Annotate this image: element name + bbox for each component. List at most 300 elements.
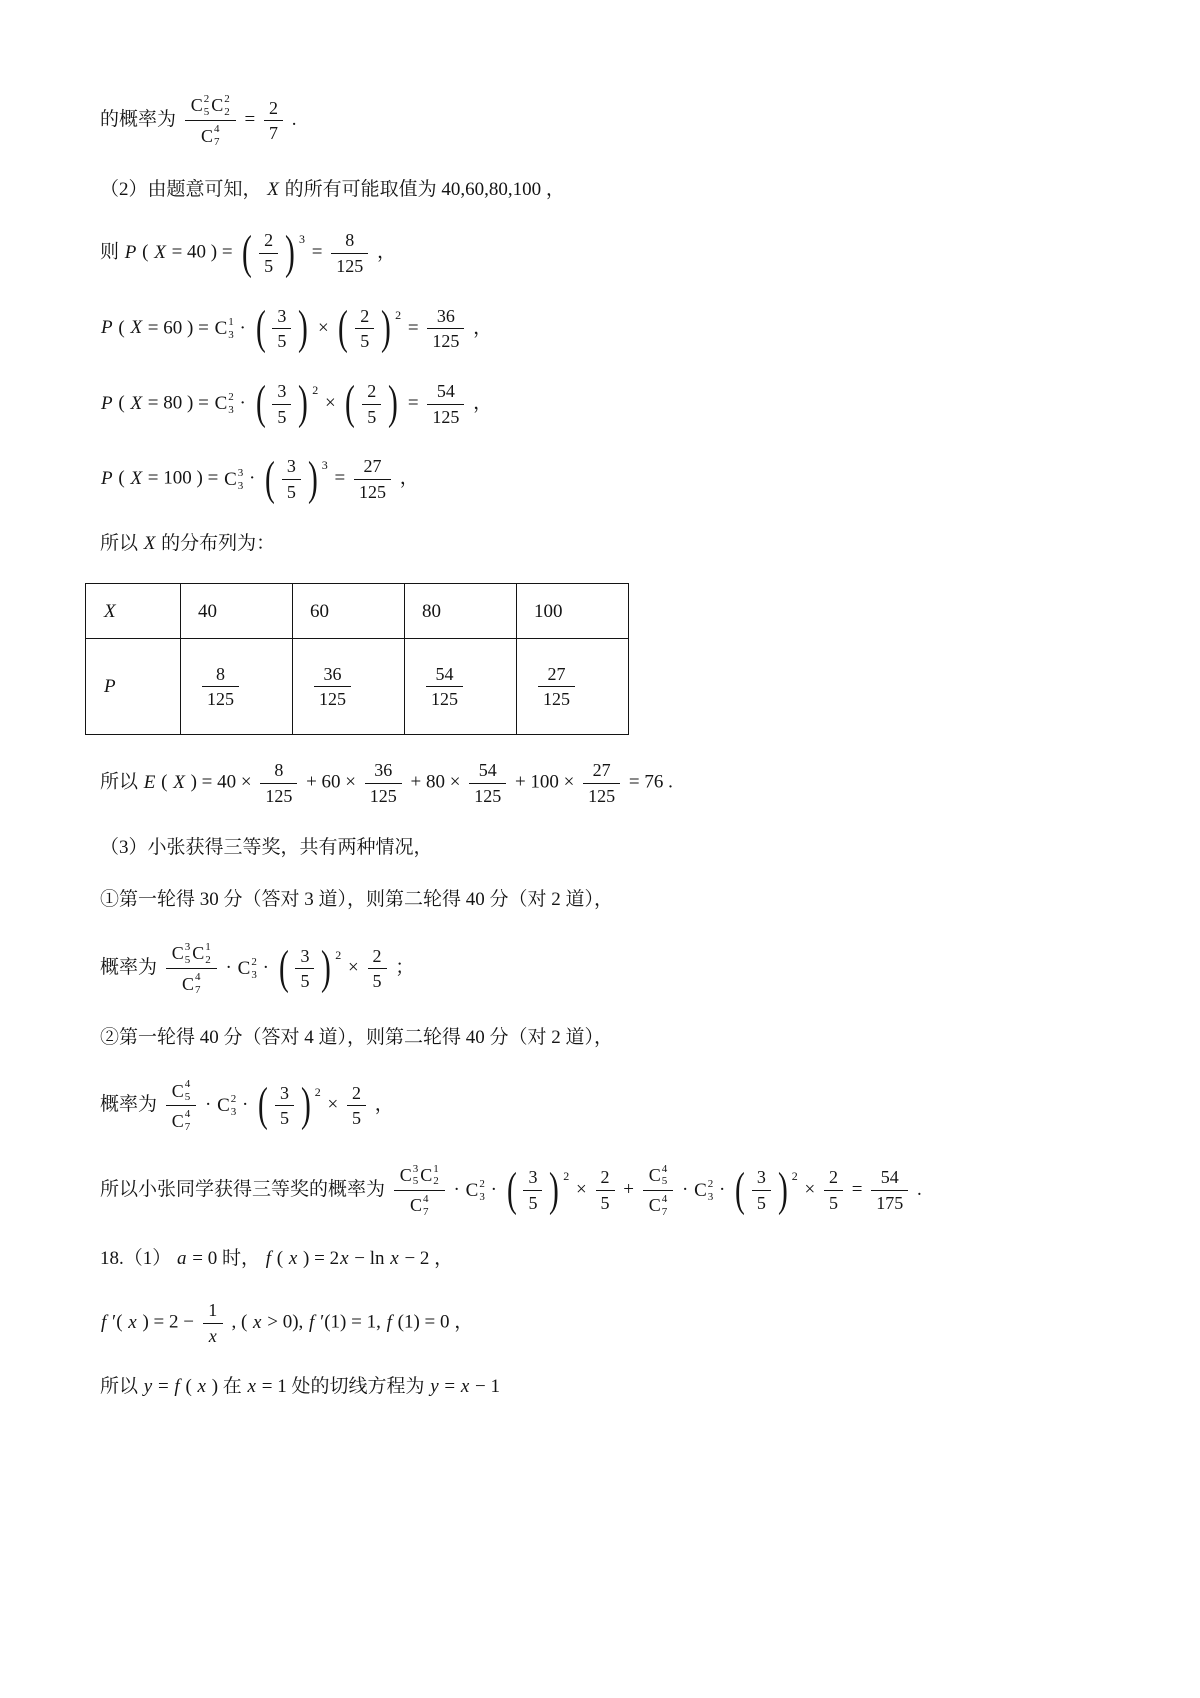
text-run: , ( [226, 1311, 253, 1333]
combination-scripts [195, 971, 201, 996]
numerator: 3 [523, 1166, 542, 1191]
math-variable: X [173, 771, 185, 793]
combination-letter: C [211, 95, 224, 116]
subscript: 5 [184, 1090, 191, 1103]
text-run: 所以 [100, 532, 143, 554]
text-run: 所以 [100, 771, 143, 793]
open-paren-glyph: ( [255, 302, 266, 355]
text-run: ( [113, 392, 130, 414]
close-paren-glyph: ) [298, 377, 309, 430]
text-run: ①第一轮得 30 分（答对 3 道），则第二轮得 40 分（对 2 道）， [100, 889, 614, 911]
math-variable: x [208, 1325, 217, 1346]
parenthesized-expression [335, 302, 402, 355]
numerator: 2 [264, 97, 283, 122]
fraction [426, 663, 463, 711]
content-line-17 [100, 1299, 1130, 1347]
content-line-6 [100, 452, 1130, 505]
fraction [264, 97, 283, 145]
math-variable: X [130, 317, 143, 339]
fraction [538, 663, 575, 711]
math-variable: x [460, 1376, 470, 1398]
text-run: = 60 ) = [143, 317, 214, 339]
superscript: 2 [228, 391, 234, 404]
math-variable: f [265, 1248, 272, 1270]
combination-letter: C [171, 1080, 184, 1101]
combination-letter: C [410, 1195, 423, 1216]
fraction [871, 1166, 908, 1214]
denominator: 5 [528, 1193, 538, 1214]
numerator [185, 92, 236, 121]
fraction [469, 759, 506, 807]
subscript: 2 [224, 105, 230, 118]
combination-letter: C [214, 317, 228, 339]
text-run: ， [468, 317, 493, 339]
denominator: 125 [319, 689, 346, 710]
content-line-5 [100, 377, 1130, 430]
combination-symbol [400, 1163, 419, 1188]
subscript: 7 [214, 135, 220, 148]
numerator: 54 [426, 663, 463, 688]
text-run: ) 在 [206, 1376, 247, 1398]
combination-symbol [694, 1178, 713, 1204]
text-run: (1) = 0 ， [392, 1311, 474, 1333]
open-paren-glyph: ( [278, 942, 289, 995]
text-run: ′(1) = 1, [315, 1311, 386, 1333]
combination-symbol [649, 1193, 668, 1218]
parenthesized-expression [276, 942, 342, 995]
combination-letter: C [192, 943, 205, 964]
text-run: + 60 × [301, 771, 361, 793]
subscript: 7 [184, 1121, 191, 1134]
subscript: 2 [433, 1175, 439, 1188]
table-cell [181, 639, 293, 735]
parenthesized-expression [253, 302, 312, 355]
math-variable: f [386, 1311, 392, 1333]
fraction [166, 1077, 197, 1135]
content-line-12 [100, 940, 1130, 998]
denominator: 5 [277, 406, 287, 427]
subscript: 3 [237, 479, 244, 492]
parenthesized-expression [255, 1079, 321, 1132]
close-paren-glyph: ) [777, 1163, 788, 1216]
math-variable: x [390, 1248, 399, 1270]
math-variable: X [130, 467, 143, 489]
combination-scripts [228, 316, 234, 341]
exponent: 2 [312, 382, 319, 397]
text-run: + 80 × [405, 771, 466, 793]
parenthesized-expression [504, 1163, 570, 1216]
fraction [295, 945, 314, 993]
distribution-table [85, 583, 629, 735]
combination-symbol [192, 941, 211, 966]
text-run: ) = 2 − [137, 1311, 199, 1333]
denominator: 125 [207, 689, 234, 710]
text-run: × [320, 392, 341, 414]
text-run: × [313, 317, 334, 339]
content-line-15 [100, 1162, 1130, 1220]
superscript: 4 [214, 123, 220, 136]
text-run: = [403, 392, 424, 414]
fraction [362, 380, 381, 428]
numerator [643, 1162, 674, 1191]
exponent: 2 [791, 1169, 798, 1184]
content-line-9 [100, 759, 1130, 807]
text-run: = [403, 317, 424, 339]
exponent: 2 [335, 947, 342, 962]
text-run: 的分布列为： [156, 532, 276, 554]
math-variable: P [104, 676, 116, 698]
combination-symbol [172, 1108, 191, 1133]
text-run: × [571, 1178, 592, 1200]
combination-scripts [185, 941, 191, 966]
text-run: · [257, 957, 274, 979]
fraction [347, 1082, 366, 1130]
combination-letter: C [237, 957, 251, 979]
math-variable: P [101, 317, 113, 339]
table-cell [517, 584, 629, 639]
superscript: 2 [203, 93, 210, 105]
superscript: 2 [707, 1177, 714, 1190]
math-variable: P [101, 467, 113, 489]
text-run: 概率为 [100, 957, 162, 979]
combination-symbol [420, 1163, 439, 1188]
text-run: ( [113, 467, 130, 489]
math-variable: x [247, 1376, 256, 1398]
subscript: 3 [251, 968, 257, 981]
superscript: 2 [479, 1177, 485, 1190]
table-cell [405, 584, 517, 639]
numerator: 2 [368, 945, 387, 970]
text-run: · [234, 317, 251, 339]
close-paren-glyph: ) [388, 377, 399, 430]
math-variable: P [101, 392, 113, 414]
fraction [752, 1166, 771, 1214]
text-run: . [287, 109, 297, 131]
denominator: 5 [600, 1193, 610, 1214]
numerator: 3 [275, 1082, 294, 1107]
numerator: 36 [314, 663, 351, 688]
combination-letter: C [224, 468, 237, 490]
text-run: = [439, 1376, 460, 1398]
denominator: 125 [369, 786, 397, 807]
superscript: 4 [423, 1193, 429, 1206]
math-variable: y [143, 1376, 153, 1398]
fraction [523, 1166, 542, 1214]
subscript: 3 [230, 1105, 237, 1118]
denominator [185, 121, 236, 149]
open-paren-glyph: ( [735, 1163, 745, 1216]
math-variable: f [101, 1311, 107, 1333]
denominator [643, 1191, 674, 1219]
denominator: 5 [279, 1108, 289, 1129]
text-run: × [343, 957, 364, 979]
table-cell [293, 639, 405, 735]
open-paren-glyph: ( [265, 452, 275, 505]
combination-symbol [191, 93, 210, 118]
numerator: 54 [871, 1166, 908, 1191]
table-cell [86, 639, 181, 735]
combination-symbol [182, 971, 201, 996]
fraction [583, 759, 620, 807]
numerator: 2 [824, 1166, 843, 1191]
text-run: . [912, 1178, 922, 1200]
content-line-13 [100, 1025, 1130, 1051]
parenthesized-expression [732, 1163, 798, 1216]
combination-scripts [479, 1178, 485, 1203]
superscript: 1 [205, 941, 211, 953]
text-run: ′( [107, 1311, 128, 1333]
combination-scripts [423, 1193, 429, 1218]
denominator: 125 [543, 689, 570, 710]
combination-scripts [204, 93, 210, 118]
combination-scripts [708, 1178, 714, 1203]
combination-symbol [215, 316, 234, 342]
numerator: 27 [538, 663, 575, 688]
math-variable: X [104, 600, 116, 622]
numerator: 2 [355, 305, 374, 330]
text-run: · [714, 1178, 731, 1200]
text-run: 80 [422, 600, 441, 622]
parenthesized-expression [262, 452, 328, 505]
denominator: 5 [372, 971, 382, 992]
fraction [331, 229, 368, 277]
fraction [259, 229, 278, 277]
numerator: 36 [365, 759, 402, 784]
text-run: 40 [198, 600, 217, 622]
fraction [643, 1162, 674, 1220]
content-line-3 [100, 226, 1130, 279]
fraction [203, 1299, 223, 1347]
numerator [166, 1077, 197, 1106]
subscript: 5 [203, 105, 210, 118]
superscript: 4 [195, 971, 201, 984]
text-run: 的所有可能取值为 40,60,80,100 ， [279, 178, 565, 200]
combination-letter: C [648, 1165, 661, 1186]
numerator: 8 [260, 759, 297, 784]
superscript: 3 [184, 941, 191, 953]
combination-symbol [211, 93, 230, 118]
text-run: ) = 2 [298, 1248, 340, 1270]
text-run: − 1 [470, 1376, 501, 1398]
table-probability-row [86, 639, 629, 735]
close-paren-glyph: ) [298, 302, 309, 355]
parenthesized-expression [239, 226, 305, 279]
numerator: 3 [295, 945, 314, 970]
content-line-4 [100, 302, 1130, 355]
numerator: 36 [427, 305, 464, 330]
math-variable: a [177, 1248, 187, 1270]
content-line-10 [100, 835, 1130, 861]
text-run: + [618, 1178, 639, 1200]
denominator: 5 [300, 971, 310, 992]
text-run: · [237, 1094, 254, 1116]
combination-scripts [224, 93, 230, 118]
close-paren-glyph: ) [307, 452, 318, 505]
text-run: + 100 × [510, 771, 580, 793]
fraction [166, 940, 217, 998]
content-line-14 [100, 1077, 1130, 1135]
combination-scripts [413, 1163, 419, 1188]
combination-symbol [217, 1093, 236, 1119]
fraction [394, 1162, 445, 1220]
combination-letter: C [694, 1179, 707, 1201]
superscript: 2 [230, 1093, 237, 1106]
text-run: 概率为 [100, 1094, 162, 1116]
table-cell [293, 584, 405, 639]
math-variable: X [130, 392, 143, 414]
numerator: 8 [331, 229, 368, 254]
numerator: 2 [347, 1082, 366, 1107]
content-line-18 [100, 1374, 1130, 1400]
fraction [275, 1082, 294, 1130]
text-run: = 40 ) = [166, 241, 238, 263]
superscript: 2 [251, 956, 257, 969]
text-run: ， [468, 392, 493, 414]
text-run: （2）由题意可知， [100, 178, 267, 200]
math-variable: x [128, 1311, 137, 1333]
text-run: ， [394, 467, 419, 489]
math-variable: x [197, 1376, 206, 1398]
combination-symbol [224, 467, 243, 493]
math-variable: f [174, 1376, 180, 1398]
denominator: 125 [432, 331, 460, 352]
content-line-16 [100, 1246, 1130, 1272]
combination-letter: C [399, 1165, 412, 1186]
denominator: 125 [358, 482, 386, 503]
combination-symbol [172, 941, 191, 966]
fraction [202, 663, 239, 711]
close-paren-glyph: ) [549, 1163, 560, 1216]
fraction [596, 1166, 615, 1214]
denominator [203, 1324, 223, 1348]
denominator [394, 1191, 445, 1219]
superscript: 3 [412, 1162, 419, 1175]
combination-scripts [662, 1163, 668, 1188]
superscript: 4 [184, 1108, 191, 1121]
denominator: 125 [588, 786, 616, 807]
fraction [355, 305, 374, 353]
superscript: 1 [433, 1162, 439, 1175]
fraction [368, 945, 387, 993]
subscript: 3 [479, 1190, 485, 1203]
combination-scripts [228, 391, 234, 416]
fraction [260, 759, 297, 807]
denominator: 125 [474, 786, 502, 807]
text-run: ( [113, 317, 130, 339]
open-paren-glyph: ( [242, 226, 253, 279]
text-run: × [799, 1178, 820, 1200]
text-run: = 100 ) = [143, 467, 224, 489]
numerator: 3 [282, 455, 301, 480]
text-run: 60 [310, 600, 329, 622]
math-variable: f [309, 1311, 315, 1333]
combination-symbol [215, 391, 234, 417]
numerator [394, 1162, 445, 1191]
math-variable: X [143, 532, 156, 554]
combination-symbol [649, 1163, 668, 1188]
combination-letter: C [201, 125, 214, 146]
denominator: 125 [336, 255, 364, 276]
combination-symbol [172, 1078, 191, 1103]
combination-letter: C [171, 943, 184, 964]
text-run: − ln [349, 1248, 390, 1270]
text-run: ， [370, 1094, 394, 1116]
numerator: 54 [469, 759, 506, 784]
open-paren-glyph: ( [345, 377, 356, 430]
fraction [427, 380, 464, 428]
close-paren-glyph: ) [285, 226, 295, 279]
denominator: 5 [286, 482, 296, 503]
text-run: 则 [100, 241, 124, 263]
combination-letter: C [190, 95, 203, 116]
text-run: · [244, 467, 261, 489]
table-cell [86, 584, 181, 639]
table-cell [517, 639, 629, 735]
text-run: = 76 . [624, 771, 673, 793]
text-run: · [448, 1178, 465, 1200]
superscript: 2 [224, 93, 230, 105]
numerator: 54 [427, 380, 464, 405]
fraction [314, 663, 351, 711]
text-run: = 1 处的切线方程为 [256, 1376, 430, 1398]
text-run: = [239, 109, 261, 131]
subscript: 3 [228, 404, 234, 417]
subscript: 3 [228, 328, 234, 341]
combination-symbol [238, 956, 257, 982]
numerator: 8 [202, 663, 239, 688]
combination-symbol [201, 123, 220, 148]
fraction [282, 455, 301, 503]
superscript: 3 [237, 466, 244, 479]
denominator: 175 [876, 1193, 904, 1214]
text-run: − 2 ， [399, 1248, 454, 1270]
subscript: 5 [184, 953, 191, 966]
superscript: 4 [184, 1078, 191, 1091]
exponent: 2 [395, 307, 402, 322]
math-variable: P [124, 241, 137, 263]
text-run: · [485, 1178, 502, 1200]
denominator: 5 [360, 331, 370, 352]
open-paren-glyph: ( [506, 1163, 517, 1216]
text-run: （3）小张获得三等奖，共有两种情况， [100, 836, 433, 858]
text-run: · [677, 1178, 694, 1200]
text-run: = [846, 1178, 868, 1200]
combination-letter: C [465, 1179, 479, 1201]
denominator: 5 [367, 406, 377, 427]
text-run: 18.（1） [100, 1248, 177, 1270]
text-run: ； [390, 957, 415, 979]
denominator: 7 [269, 123, 279, 144]
combination-letter: C [182, 973, 195, 994]
table-cell [181, 584, 293, 639]
denominator: 125 [265, 786, 293, 807]
text-run: = [329, 467, 350, 489]
subscript: 7 [423, 1205, 429, 1218]
numerator: 3 [272, 305, 291, 330]
parenthesized-expression [342, 377, 401, 430]
text-run: · [220, 957, 237, 979]
denominator: 5 [352, 1108, 361, 1129]
combination-letter: C [214, 393, 228, 415]
numerator: 27 [354, 455, 391, 480]
subscript: 7 [661, 1205, 668, 1218]
denominator: 125 [431, 689, 458, 710]
math-variable: X [267, 178, 279, 200]
denominator [166, 969, 217, 997]
text-run: = [306, 241, 328, 263]
numerator: 2 [362, 380, 381, 405]
denominator: 125 [432, 406, 460, 427]
